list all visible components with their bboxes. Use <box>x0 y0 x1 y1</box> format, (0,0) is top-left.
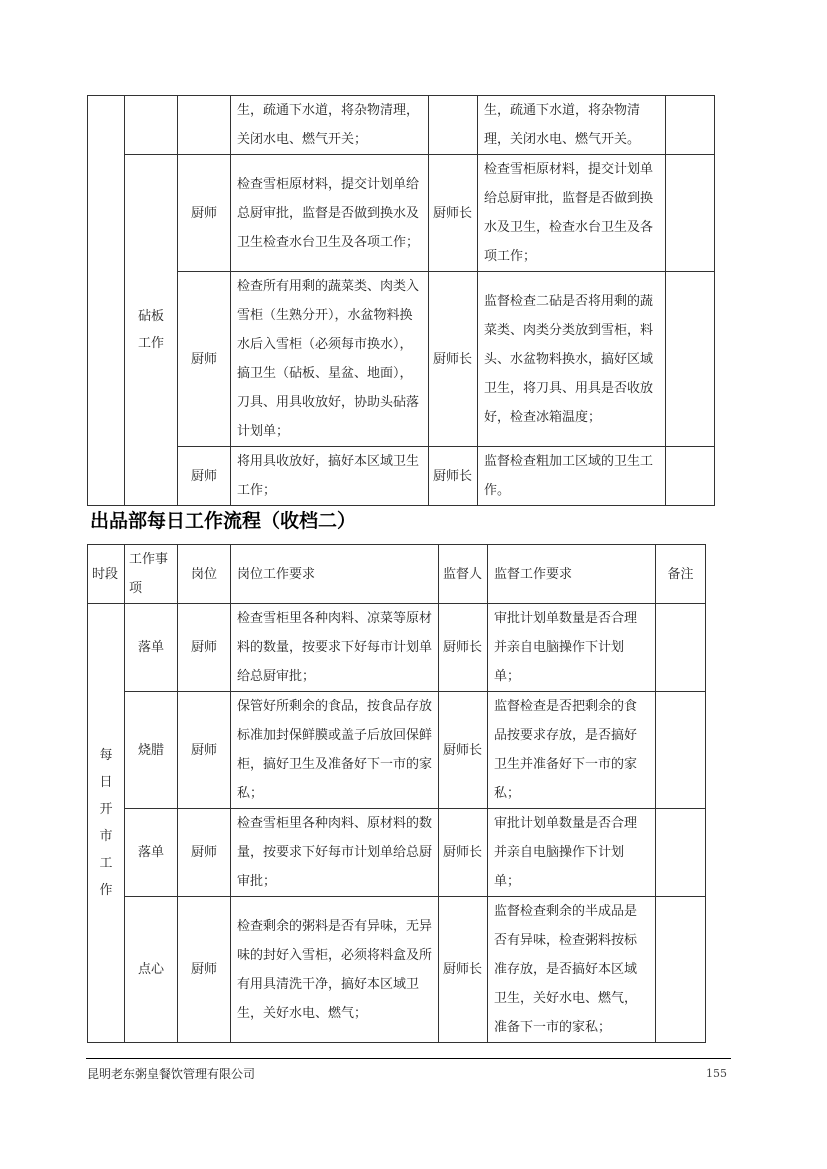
post-cell: 厨师 <box>178 155 231 272</box>
note-cell <box>666 447 715 506</box>
requirement-cell: 将用具收放好，搞好本区域卫生工作； <box>231 447 429 506</box>
table-row <box>88 692 706 809</box>
note-cell <box>656 692 706 809</box>
post-cell: 厨师 <box>178 809 231 897</box>
supervisor-cell: 厨师长 <box>439 897 488 1043</box>
item-cell <box>125 155 178 506</box>
supervisor-cell: 厨师长 <box>429 155 478 272</box>
table-row <box>88 96 715 155</box>
note-cell <box>666 272 715 447</box>
header-post: 岗位 <box>178 545 231 604</box>
table-row <box>88 447 715 506</box>
workflow-table <box>87 544 706 1043</box>
supervisor-cell: 厨师长 <box>429 272 478 447</box>
item-cell: 点心 <box>125 897 178 1043</box>
note-cell <box>666 96 715 155</box>
requirement-cell: 保管好所剩余的食品，按食品存放标准加封保鲜膜或盖子后放回保鲜柜，搞好卫生及准备好下一市的家私； <box>231 692 439 809</box>
header-supervisor: 监督人 <box>439 545 488 604</box>
supervision-requirement-cell: 监督检查剩余的半成品是否有异味，检查粥料按标准存放，是否搞好本区域卫生，关好水电、燃气，准备下一市的家私； <box>488 897 656 1043</box>
table-row <box>88 809 706 897</box>
post-cell: 厨师 <box>178 897 231 1043</box>
post-cell: 厨师 <box>178 604 231 692</box>
post-cell: 厨师 <box>178 272 231 447</box>
requirement-cell: 生，疏通下水道，将杂物清理，关闭水电、燃气开关； <box>231 96 429 155</box>
item-label: 砧板工作 <box>137 308 164 351</box>
footer-divider <box>86 1058 731 1059</box>
requirement-cell: 检查雪柜里各种肉料、凉菜等原材料的数量，按要求下好每市计划单给总厨审批； <box>231 604 439 692</box>
header-item: 工作事项 <box>125 545 178 604</box>
supervisor-cell: 厨师长 <box>439 604 488 692</box>
supervisor-cell: 厨师长 <box>439 692 488 809</box>
item-cell: 烧腊 <box>125 692 178 809</box>
supervisor-cell: 厨师长 <box>429 447 478 506</box>
item-cell: 落单 <box>125 809 178 897</box>
note-cell <box>656 604 706 692</box>
item-cell <box>125 96 178 155</box>
period-cell <box>88 604 125 1043</box>
header-period: 时段 <box>88 545 125 604</box>
requirement-cell: 检查剩余的粥料是否有异味，无异味的封好入雪柜，必须将料盒及所有用具清洗干净，搞好本区域卫生，关好水电、燃气； <box>231 897 439 1043</box>
supervision-requirement-cell: 检查雪柜原材料，提交计划单给总厨审批，监督是否做到换水及卫生，检查水台卫生及各项工作； <box>478 155 666 272</box>
supervision-requirement-cell: 生，疏通下水道，将杂物清理，关闭水电、燃气开关。 <box>478 96 666 155</box>
table-header-row <box>88 545 706 604</box>
header-requirement: 岗位工作要求 <box>231 545 439 604</box>
table-continued <box>87 95 715 506</box>
post-cell <box>178 96 231 155</box>
requirement-cell: 检查雪柜里各种肉料、原材料的数量，按要求下好每市计划单给总厨审批； <box>231 809 439 897</box>
table-row <box>88 272 715 447</box>
table-row <box>88 155 715 272</box>
section-title: 出品部每日工作流程（收档二） <box>90 510 357 532</box>
supervisor-cell <box>429 96 478 155</box>
requirement-cell: 检查雪柜原材料，提交计划单给总厨审批，监督是否做到换水及卫生检查水台卫生及各项工作； <box>231 155 429 272</box>
post-cell: 厨师 <box>178 692 231 809</box>
note-cell <box>656 897 706 1043</box>
table-row <box>88 897 706 1043</box>
supervision-requirement-cell: 审批计划单数量是否合理并亲自电脑操作下计划单； <box>488 809 656 897</box>
header-note: 备注 <box>656 545 706 604</box>
note-cell <box>666 155 715 272</box>
table-row <box>88 604 706 692</box>
supervision-requirement-cell: 监督检查二砧是否将用剩的蔬菜类、肉类分类放到雪柜，料头、水盆物料换水，搞好区域卫生，将刀具、用具是否收放好，检查冰箱温度； <box>478 272 666 447</box>
supervision-requirement-cell: 监督检查是否把剩余的食品按要求存放，是否搞好卫生并准备好下一市的家私； <box>488 692 656 809</box>
period-cell <box>88 96 125 506</box>
post-cell: 厨师 <box>178 447 231 506</box>
footer-company: 昆明老东粥皇餐饮管理有限公司 <box>87 1067 256 1081</box>
requirement-cell: 检查所有用剩的蔬菜类、肉类入雪柜（生熟分开），水盆物料换水后入雪柜（必须每市换水），搞卫生（砧板、星盆、地面），刀具、用具收放好，协助头砧落计划单； <box>231 272 429 447</box>
note-cell <box>656 809 706 897</box>
supervisor-cell: 厨师长 <box>439 809 488 897</box>
page-number: 155 <box>706 1067 727 1080</box>
header-supervision-requirement: 监督工作要求 <box>488 545 656 604</box>
supervision-requirement-cell: 审批计划单数量是否合理并亲自电脑操作下计划单； <box>488 604 656 692</box>
item-cell: 落单 <box>125 604 178 692</box>
period-label: 每日开市工作 <box>99 747 113 898</box>
supervision-requirement-cell: 监督检查粗加工区域的卫生工作。 <box>478 447 666 506</box>
